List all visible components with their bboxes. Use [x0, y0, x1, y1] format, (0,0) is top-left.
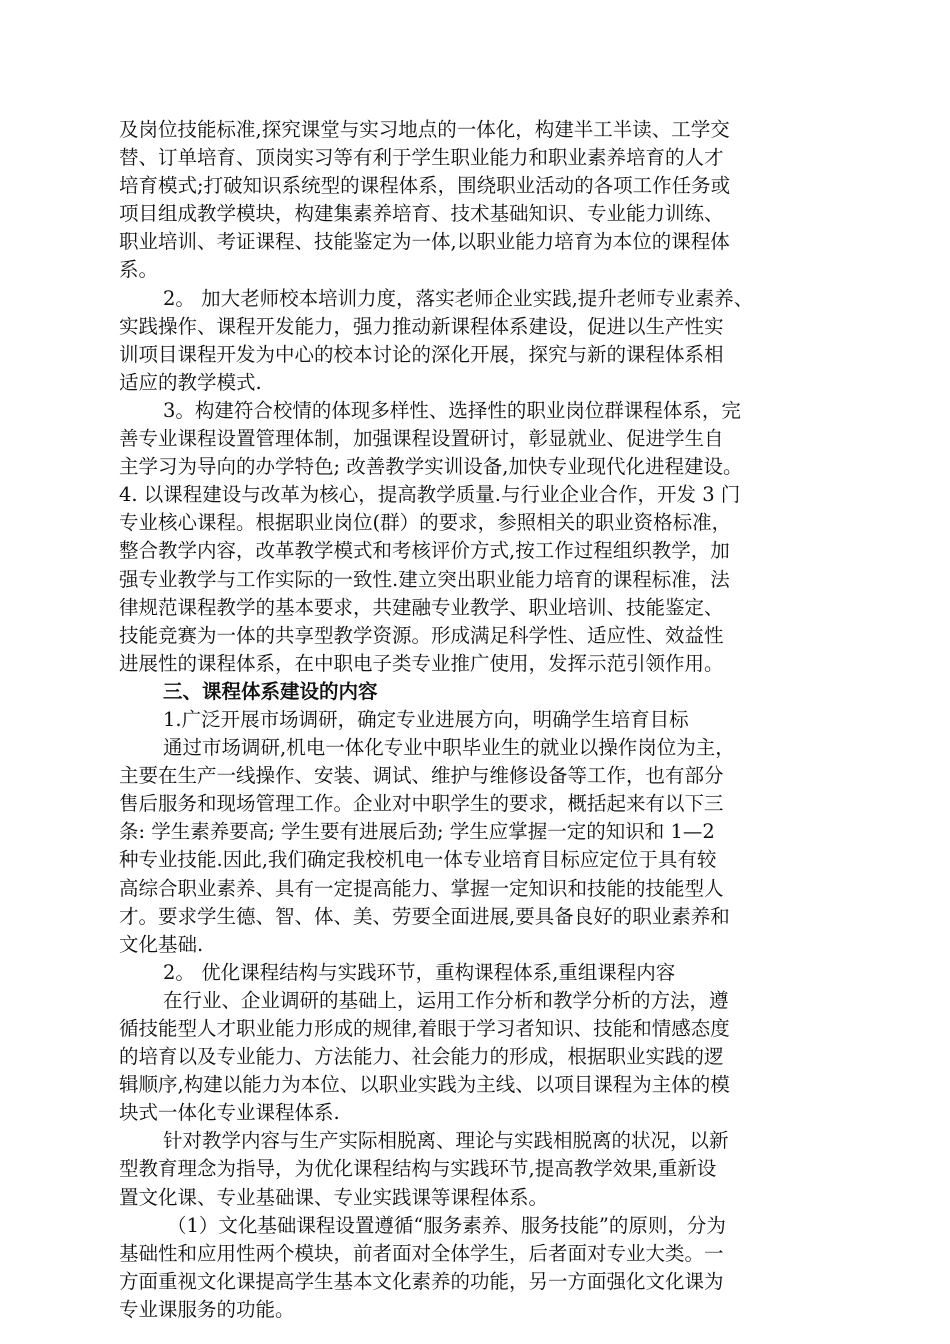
text-line: 2。 优化课程结构与实践环节，重构课程体系,重组课程内容: [163, 960, 676, 984]
text-line: 置文化课、专业基础课、专业实践课等课程体系。: [119, 1185, 549, 1209]
text-line: 辑顺序,构建以能力为本位、以职业实践为主线、以项目课程为主体的模: [119, 1073, 730, 1097]
text-line: 主学习为导向的办学特色; 改善教学实训设备,加快专业现代化进程建设。: [119, 455, 743, 479]
text-line: 基础性和应用性两个模块，前者面对全体学生，后者面对专业大类。一: [119, 1241, 724, 1265]
text-line: 文化基础.: [119, 932, 204, 956]
text-line: 针对教学内容与生产实际相脱离、理论与实践相脱离的状况，以新: [163, 1129, 729, 1153]
body-text: [119, 116, 839, 1324]
text-line: 3。构建符合校情的体现多样性、选择性的职业岗位群课程体系，完: [163, 398, 741, 422]
text-line: 的培育以及专业能力、方法能力、社会能力的形成，根据职业实践的逻: [119, 1045, 724, 1069]
text-line: 2。 加大老师校本培训力度，落实老师企业实践,提升老师专业素养、: [163, 286, 754, 310]
text-line: 种专业技能.因此,我们确定我校机电一体专业培育目标应定位于具有较: [119, 848, 717, 872]
text-line: 系。: [119, 258, 159, 282]
text-line: 方面重视文化课提高学生基本文化素养的功能，另一方面强化文化课为: [119, 1269, 724, 1293]
text-line: 进展性的课程体系，在中职电子类专业推广使用，发挥示范引领作用。: [119, 651, 724, 675]
text-line: 块式一体化专业课程体系.: [119, 1101, 340, 1125]
text-line: 培育模式;打破知识系统型的课程体系，围绕职业活动的各项工作任务或: [119, 174, 731, 198]
text-line: 强专业教学与工作实际的一致性.建立突出职业能力培育的课程标准，法: [119, 567, 730, 591]
text-line: 职业培训、考证课程、技能鉴定为一体,以职业能力培育为本位的课程体: [119, 230, 730, 254]
text-line: 技能竞赛为一体的共享型教学资源。形成满足科学性、适应性、效益性: [119, 623, 724, 647]
text-line: （1）文化基础课程设置遵循“服务素养、服务技能”的原则，分为: [167, 1213, 726, 1237]
text-line: 专业核心课程。根据职业岗位(群）的要求，参照相关的职业资格标准，: [119, 511, 732, 535]
text-line: 1.广泛开展市场调研，确定专业进展方向，明确学生培育目标: [163, 707, 689, 731]
text-line: 训项目课程开发为中心的校本讨论的深化开展，探究与新的课程体系相: [119, 342, 724, 366]
text-line: 专业课服务的功能。: [119, 1297, 295, 1321]
text-line: 才。要求学生德、智、体、美、劳要全面进展,要具备良好的职业素养和: [119, 904, 730, 928]
text-line: 项目组成教学模块，构建集素养培育、技术基础知识、专业能力训练、: [119, 202, 724, 226]
text-line: 在行业、企业调研的基础上，运用工作分析和教学分析的方法，遵: [163, 988, 729, 1012]
text-line: 律规范课程教学的基本要求，共建融专业教学、职业培训、技能鉴定、: [119, 595, 724, 619]
text-line: 整合教学内容，改革教学模式和考核评价方式,按工作过程组织教学，加: [119, 539, 730, 563]
text-line: 实践操作、课程开发能力，强力推动新课程体系建设，促进以生产性实: [119, 314, 724, 338]
text-line: 适应的教学模式.: [119, 370, 262, 394]
text-line: 售后服务和现场管理工作。企业对中职学生的要求，概括起来有以下三: [119, 792, 724, 816]
text-line: 及岗位技能标准,探究课堂与实习地点的一体化，构建半工半读、工学交: [119, 118, 730, 141]
section-heading: 三、课程体系建设的内容: [163, 679, 378, 703]
text-line: 条: 学生素养要高; 学生要有进展后劲; 学生应掌握一定的知识和 1—2: [119, 820, 715, 844]
text-line: 善专业课程设置管理体制，加强课程设置研讨，彰显就业、促进学生自: [119, 427, 724, 451]
text-line: 通过市场调研,机电一体化专业中职毕业生的就业以操作岗位为主，: [163, 736, 735, 760]
text-line: 主要在生产一线操作、安装、调试、维护与维修设备等工作，也有部分: [119, 764, 724, 788]
text-line: 高综合职业素养、具有一定提高能力、掌握一定知识和技能的技能型人: [119, 876, 724, 900]
text-line: 4. 以课程建设与改革为核心，提高教学质量.与行业企业合作，开发 3 门: [119, 483, 741, 507]
text-line: 循技能型人才职业能力形成的规律,着眼于学习者知识、技能和情感态度: [119, 1017, 730, 1040]
text-line: 替、订单培育、顶岗实习等有利于学生职业能力和职业素养培育的人才: [119, 146, 724, 170]
text-line: 型教育理念为指导，为优化课程结构与实践环节,提高教学效果,重新设: [119, 1157, 717, 1181]
